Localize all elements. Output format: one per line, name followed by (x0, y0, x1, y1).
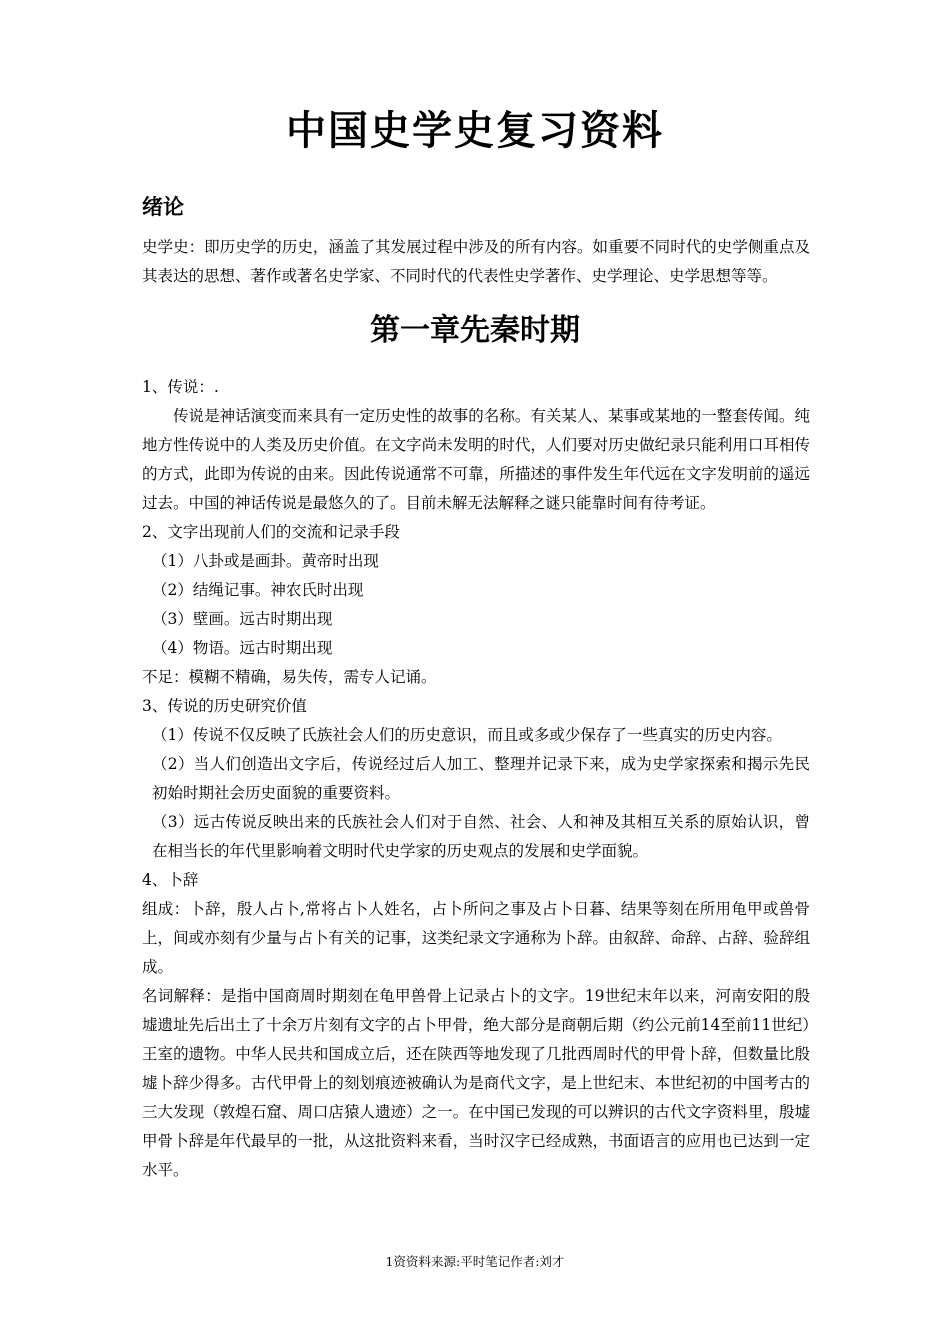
section-3-heading: 3、传说的历史研究价值 (142, 697, 307, 715)
section-4-heading: 4、卜辞 (142, 871, 199, 889)
document-title: 中国史学史复习资料 (286, 108, 664, 154)
section-2-item: （4）物语。远古时期出现 (152, 639, 333, 657)
section-2-item: （3）壁画。远古时期出现 (152, 610, 333, 628)
intro-heading: 绪论 (142, 195, 184, 219)
section-1-paragraph: 传说是神话演变而来具有一定历史性的故事的名称。有关某人、某事或某地的一整套传闻。纯地方性传说中的人类及历史价值。在文字尚未发明的时代，人们要对历史做纪录只能利用口耳相传的方式，此即为传说的由来。因此传说通常不可靠，所描述的事件发生年代远在文字发明前的遥远过去。中国的神话传说是最悠久的了。目前未解无法解释之谜只能靠时间有待考证。 (142, 407, 810, 512)
section-4-definition: 名词解释：是指中国商周时期刻在龟甲兽骨上记录占卜的文字。19世纪末年以来，河南安阳的殷墟遗址先后出土了十余万片刻有文字的占卜甲骨，绝大部分是商朝后期（约公元前14至前11世纪）王室的遗物。中华人民共和国成立后，还在陕西等地发现了几批西周时代的甲骨卜辞，但数量比殷墟卜辞少得多。古代甲骨上的刻划痕迹被确认为是商代文字，是上世纪末、本世纪初的中国考古的三大发现（敦煌石窟、周口店猿人遗迹）之一。在中国已发现的可以辨识的古代文字资料里，殷墟甲骨卜辞是年代最早的一批，从这批资料来看，当时汉字已经成熟，书面语言的应用也已达到一定水平。 (142, 987, 810, 1179)
section-2-heading: 2、文字出现前人们的交流和记录手段 (142, 523, 400, 541)
section-3-item: （1）传说不仅反映了氏族社会人们的历史意识，而且或多或少保存了一些真实的历史内容。 (152, 726, 782, 744)
section-2-item: （1）八卦或是画卦。黄帝时出现 (152, 552, 379, 570)
section-2-shortcoming: 不足：模糊不精确，易失传，需专人记诵。 (142, 668, 437, 686)
page-footer: 1资资料来源:平时笔记作者:刘才 (385, 1254, 565, 1269)
section-3-item: （2）当人们创造出文字后，传说经过后人加工、整理并记录下来，成为史学家探索和揭示先民初始时期社会历史面貌的重要资料。 (152, 755, 810, 802)
section-2-item: （2）结绳记事。神农氏时出现 (152, 581, 364, 599)
intro-paragraph: 史学史：即历史学的历史，涵盖了其发展过程中涉及的所有内容。如重要不同时代的史学侧重点及其表达的思想、著作或著名史学家、不同时代的代表性史学著作、史学理论、史学思想等等。 (142, 238, 810, 285)
section-1-heading: 1、传说：. (142, 378, 219, 396)
section-3-item: （3）远古传说反映出来的氏族社会人们对于自然、社会、人和神及其相互关系的原始认识，曾在相当长的年代里影响着文明时代史学家的历史观点的发展和史学面貌。 (152, 813, 810, 860)
chapter-title: 第一章先秦时期 (370, 313, 580, 348)
chapter-body (142, 373, 810, 1185)
section-4-composition: 组成：卜辞，殷人占卜,常将占卜人姓名，占卜所问之事及占卜日暮、结果等刻在所用龟甲或兽骨上，间或亦刻有少量与占卜有关的记事，这类纪录文字通称为卜辞。由叙辞、命辞、占辞、验辞组成。 (142, 900, 810, 976)
